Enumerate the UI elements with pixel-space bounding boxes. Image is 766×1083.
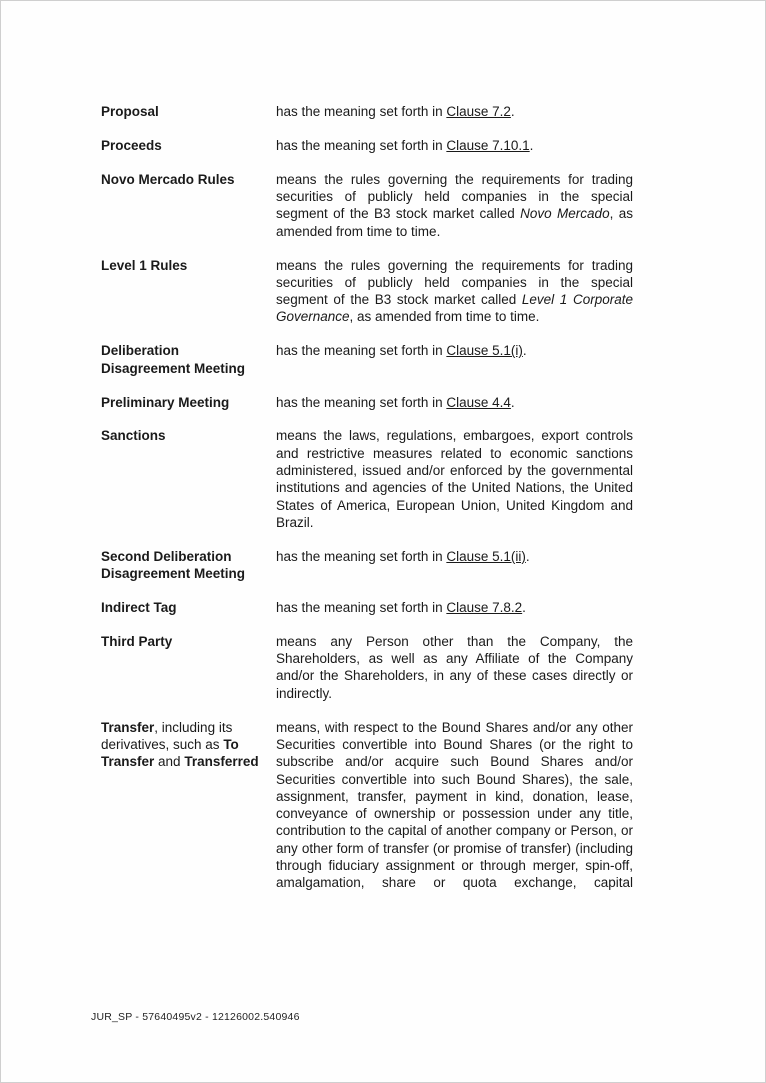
definition-term-level-1-rules: Level 1 Rules [101,257,188,273]
clause-reference: Clause 7.8.2 [446,599,523,615]
definition-term-preliminary-meeting: Preliminary Meeting [101,394,230,410]
definition-term-second-deliberation-disagreement-meeting: Second Deliberation Disagreement Meeting [101,548,246,582]
definition-text: has the meaning set forth in Clause 4.4. [276,394,515,410]
clause-reference: Clause 7.2 [446,104,511,119]
definition-text: means the rules governing the requirements for trading securities of publicly held companies in the special segment of the B3 stock market called Novo Mercado, as amended from time to time. [276,171,633,239]
definition-term-proposal: Proposal [101,104,159,119]
clause-reference: Clause 5.1(ii) [446,548,526,564]
definition-text: means, with respect to the Bound Shares and/or any other Securities convertible into Bound Shares (or the right to subscribe and/or acquire such Bound Shares and/or Securities convertible into such Bound Shares), the sale, assignment, transfer, payment in kind, donation, lease, conveyance of ownership or possession under any title, contribution to the capital of another company or Person, or any other form of transfer (or promise of transfer) (including through fiduciary assignment or through merger, spin-off, amalgamation, share or quota exchange, capital [276,719,633,891]
definition-text: has the meaning set forth in Clause 7.10.1. [276,137,534,153]
document-id-footer: JUR_SP - 57640495v2 - 12126002.540946 [91,1011,300,1023]
definition-text: means the rules governing the requirements for trading securities of publicly held companies in the special segment of the B3 stock market called Level 1 Corporate Governance, as amended from time to time. [276,257,633,325]
definition-term-deliberation-disagreement-meeting: Deliberation Disagreement Meeting [101,343,246,376]
definition-text: has the meaning set forth in Clause 7.2. [276,104,515,119]
definition-term-third-party: Third Party [101,633,173,649]
definition-term-proceeds: Proceeds [101,137,162,153]
clause-reference: Clause 7.10.1 [446,137,530,153]
clause-reference: Clause 5.1(i) [446,343,523,359]
definition-text: has the meaning set forth in Clause 5.1(i). [276,343,527,359]
definition-text: has the meaning set forth in Clause 7.8.2. [276,599,526,615]
definition-term-indirect-tag: Indirect Tag [101,599,177,615]
definition-text: means the laws, regulations, embargoes, export controls and restrictive measures related to economic sanctions administered, issued and/or enforced by the governmental institutions and agencies of the United Nations, the United States of America, European Union, United Kingdom and Brazil. [276,428,633,530]
definition-term-novo-mercado-rules: Novo Mercado Rules [101,171,235,187]
definition-term-transfer: Transfer, including its derivatives, such as To Transfer and Transferred [101,719,259,770]
definition-text: has the meaning set forth in Clause 5.1(ii). [276,548,530,564]
clause-reference: Clause 4.4 [446,394,511,410]
definition-text: means any Person other than the Company, the Shareholders, as well as any Affiliate of the Company and/or the Shareholders, in any of these cases directly or indirectly. [276,633,633,701]
definition-list [101,103,633,892]
definition-term-sanctions: Sanctions [101,428,166,444]
